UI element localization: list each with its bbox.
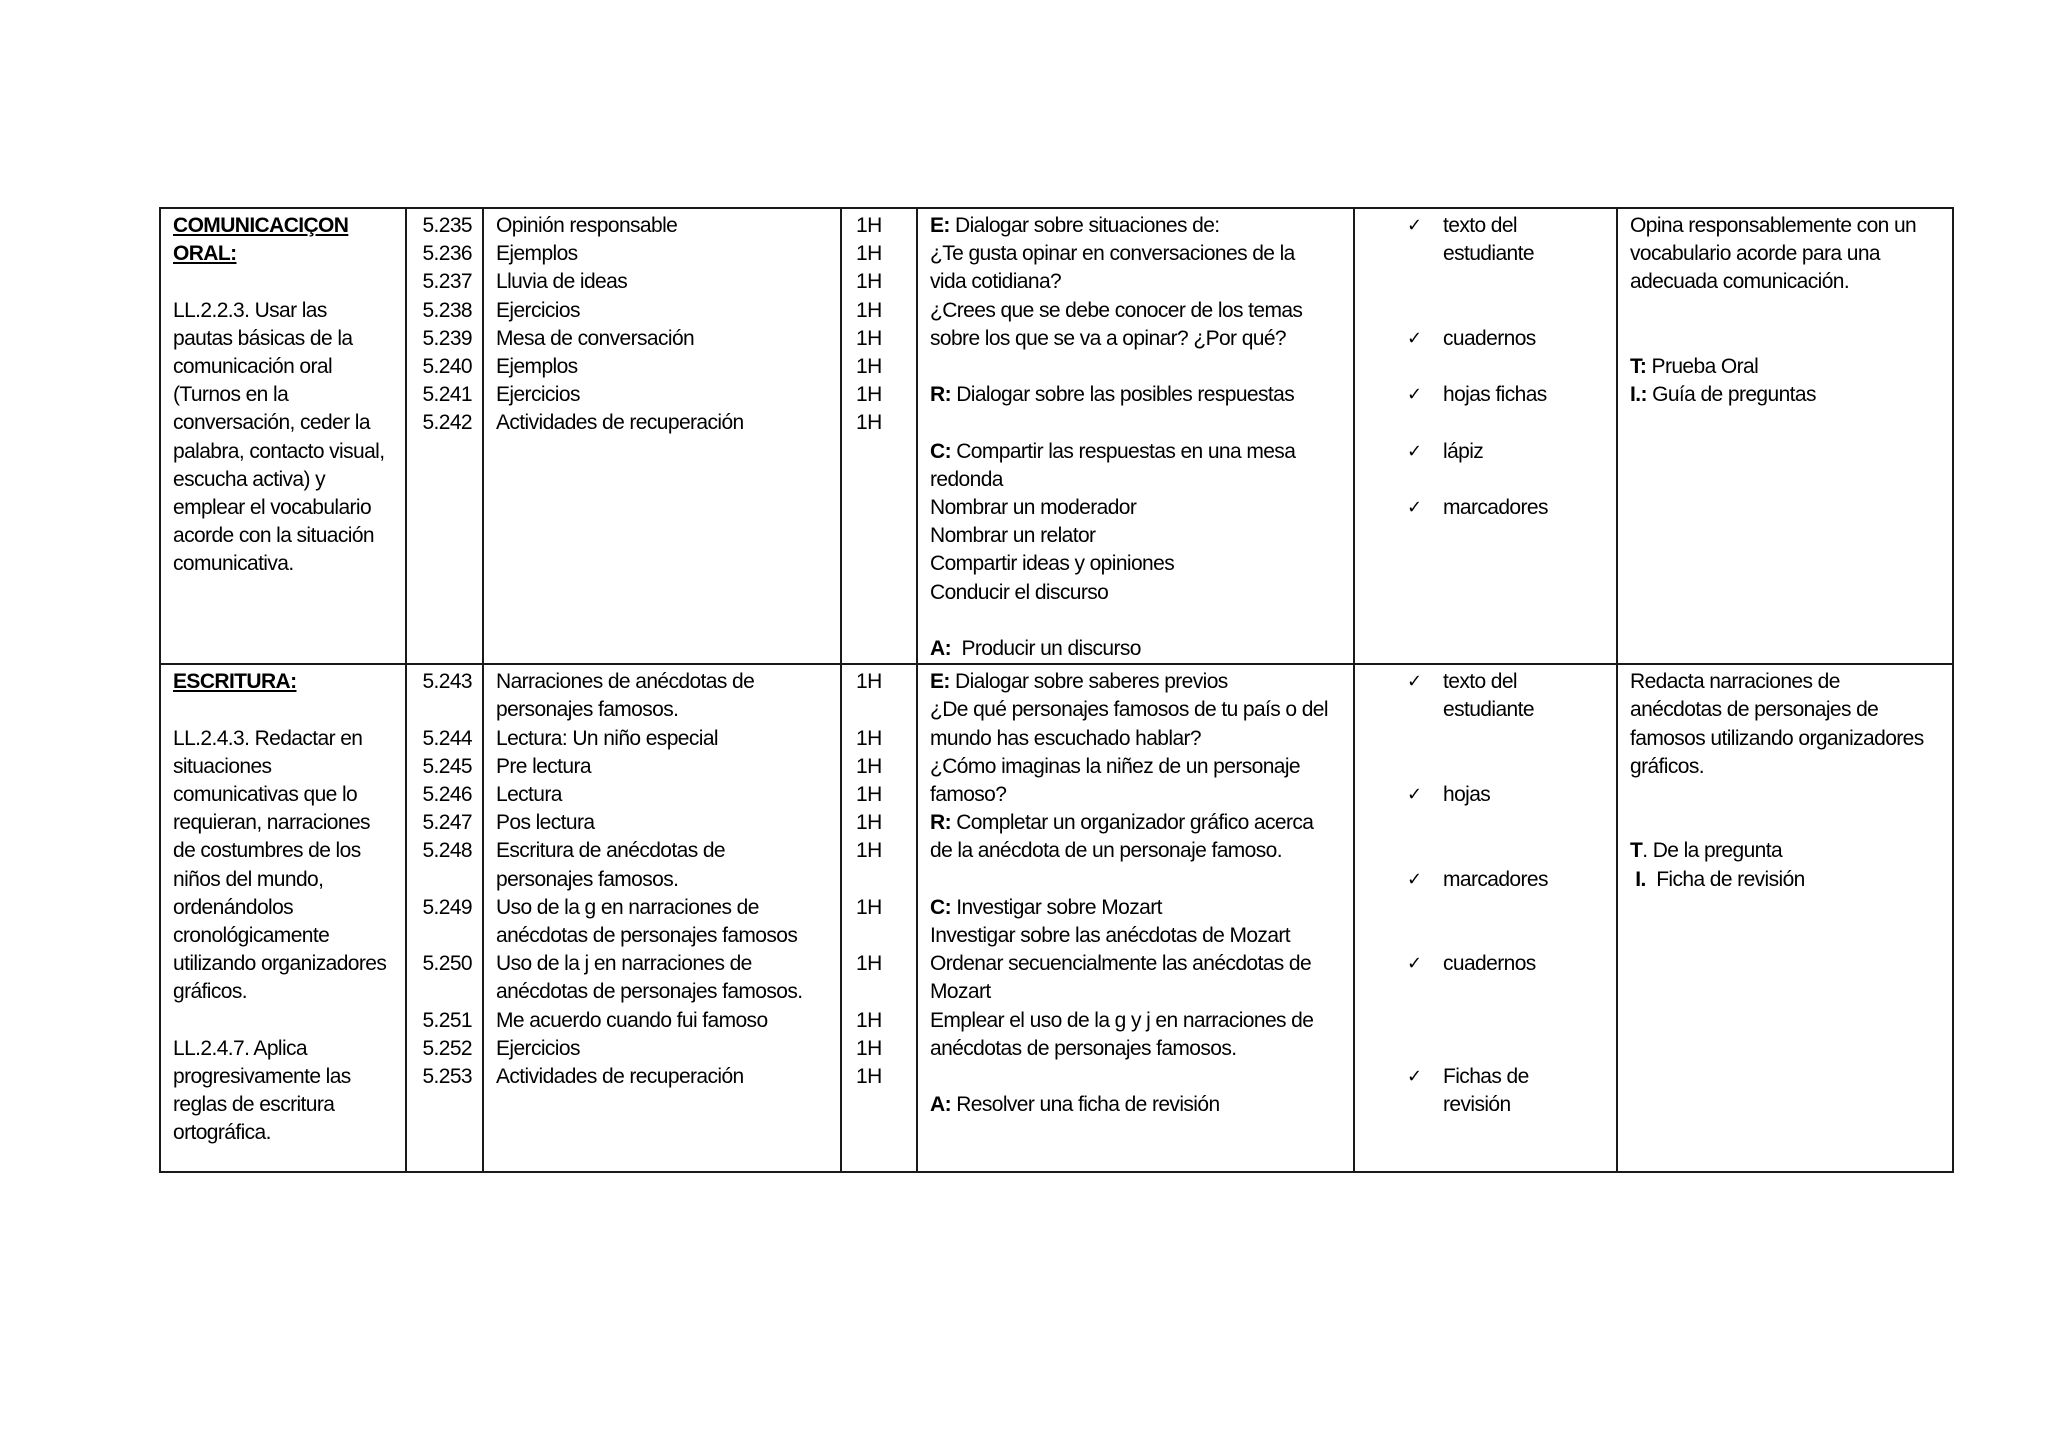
table-row [160,664,1953,1172]
activity-line-text: Compartir las respuestas en una mesa [950,439,1296,463]
resource-text-line: cuadernos [1443,952,1536,976]
planning-table [159,207,1954,1173]
activity-list [918,665,1353,1119]
activity-line [930,579,1343,607]
lesson-number: 5.246 [422,783,472,806]
resource-text-line: hojas [1443,782,1491,806]
resource-text-line: estudiante [1443,242,1534,266]
lesson-number: 5.248 [422,839,472,863]
evaluation-line-text: anécdotas de personajes de [1630,698,1879,722]
topic-item: Lectura [496,783,562,807]
activity-line [930,978,1343,1006]
time-value: 1H [856,895,882,919]
activity-line-text: mundo has escuchado hablar? [930,726,1202,750]
time-value: 1H [856,783,882,806]
resource-text [1443,668,1534,724]
criteria-text-line: emplear el vocabulario [173,496,372,520]
activity-line-text: Dialogar sobre saberes previos [949,670,1228,694]
resource-spacer [1355,922,1616,950]
topic-item: Ejemplos [496,355,578,379]
number-cell [406,664,483,1172]
criteria-text-line: acorde con la situación [173,524,374,548]
lesson-number [407,866,472,894]
topic-item: Lluvia de ideas [496,270,628,294]
resource-spacer [1355,409,1616,437]
activity-line-text: Conducir el discurso [930,580,1109,604]
activity-line [930,381,1343,409]
activity-line-label: A: [930,1093,951,1117]
time-value: 1H [856,1008,882,1032]
activity-line [930,607,1343,635]
checkmark-icon: ✓ [1407,327,1422,349]
lesson-number [407,922,472,950]
resource-text [1443,438,1483,466]
resource-item [1355,781,1616,809]
activity-line-text: ¿Cómo imaginas la niñez de un personaje [930,754,1300,778]
topic-item: Uso de la g en narraciones de [496,895,759,919]
time-value [856,922,916,950]
checkmark-icon: ✓ [1407,783,1422,805]
evaluation-line [1630,753,1942,781]
activity-line [930,212,1343,240]
time-cell [841,664,917,1172]
criteria-text-line: ordenándolos [173,895,294,919]
evaluation-line [1630,809,1942,837]
lesson-number: 5.235 [422,214,472,237]
time-list [842,665,916,1091]
topic-item: personajes famosos. [496,698,679,722]
checkmark-icon: ✓ [1407,1065,1422,1087]
evaluation-line [1630,240,1942,268]
activity-line [930,353,1343,381]
resource-text-line: Fichas de [1443,1064,1529,1088]
criteria-text-line: LL.2.4.3. Redactar en [173,726,363,750]
resource-text [1443,950,1536,978]
resource-text-line: texto del [1443,214,1517,237]
time-value: 1H [856,1064,882,1088]
criteria-heading: ORAL: [173,242,237,266]
activity-line [930,438,1343,466]
criteria-text-line: progresivamente las [173,1065,351,1089]
lesson-number: 5.253 [422,1064,472,1088]
resource-text [1443,212,1534,268]
criteria-text-line: escucha activa) y [173,467,326,491]
evaluation-line-text: gráficos. [1630,754,1704,778]
activity-line-text: vida cotidiana? [930,270,1062,294]
evaluation-cell [1617,208,1953,664]
resource-cell [1354,664,1617,1172]
evaluation-line-text: Redacta narraciones de [1630,670,1840,694]
number-cell [406,208,483,664]
activity-line [930,1035,1343,1063]
evaluation-line [1630,837,1942,865]
evaluation-line-text: adecuada comunicación. [1630,270,1850,294]
topic-item: Ejercicios [496,1036,580,1060]
resource-spacer [1355,725,1616,753]
evaluation-line [1630,381,1942,409]
checkmark-icon: ✓ [1407,215,1422,236]
resource-text-line: revisión [1443,1093,1511,1117]
lesson-number: 5.249 [422,895,472,919]
evaluation-line [1630,325,1942,353]
resource-item [1355,494,1616,522]
topic-list [484,665,840,1091]
activity-line-label: E: [930,214,950,237]
criteria-text-line: reglas de escritura [173,1093,335,1117]
criteria-text-line [173,696,395,724]
criteria-text-line: comunicación oral [173,355,333,378]
activity-line-text: Compartir ideas y opiniones [930,552,1175,576]
checkmark-icon: ✓ [1407,440,1422,462]
resource-spacer [1355,894,1616,922]
activity-line-text: famoso? [930,783,1007,807]
activity-line-text: anécdotas de personajes famosos. [930,1036,1237,1060]
lesson-number: 5.239 [422,326,472,350]
lesson-number: 5.238 [422,298,472,322]
time-value: 1H [856,298,882,322]
resource-spacer [1355,1035,1616,1063]
criteria-content [161,665,405,1147]
resource-text-line: hojas fichas [1443,383,1547,407]
resource-item [1355,381,1616,409]
activity-line [930,550,1343,578]
activity-line-label: R: [930,383,951,407]
activity-cell [917,208,1354,664]
checkmark-icon: ✓ [1407,384,1422,406]
evaluation-line [1630,725,1942,753]
activity-line [930,950,1343,978]
activity-line-label: R: [930,811,951,835]
lesson-number: 5.250 [422,952,472,976]
topic-cell [483,664,841,1172]
criteria-text-line: cronológicamente [173,924,330,948]
time-value: 1H [856,326,882,350]
activity-line-label: E: [930,670,950,694]
resource-spacer [1355,837,1616,865]
topic-item: Actividades de recuperación [496,1065,744,1089]
resource-text-line: marcadores [1443,867,1548,891]
activity-line [930,753,1343,781]
topic-item: Pos lectura [496,811,595,835]
resource-item [1355,1063,1616,1119]
resource-spacer [1355,268,1616,296]
topic-item: Ejercicios [496,383,580,407]
criteria-text-line: palabra, contacto visual, [173,439,385,463]
lesson-number: 5.243 [422,670,472,694]
criteria-text-line: gráficos. [173,980,247,1004]
evaluation-line [1630,781,1942,809]
time-value: 1H [856,754,882,778]
topic-item: personajes famosos. [496,867,679,891]
time-value: 1H [856,839,882,863]
topic-item: Escritura de anécdotas de [496,839,725,863]
evaluation-line [1630,866,1942,894]
topic-item: Mesa de conversación [496,326,695,350]
activity-line-label: A: [930,637,951,660]
activity-line-text: Completar un organizador gráfico acerca [950,811,1314,835]
activity-line [930,781,1343,809]
activity-line [930,268,1343,296]
time-value [856,866,916,894]
resource-spacer [1355,297,1616,325]
evaluation-line-text: Ficha de revisión [1645,867,1805,891]
evaluation-line [1630,297,1942,325]
resource-spacer [1355,353,1616,381]
checkmark-icon: ✓ [1407,671,1422,693]
lesson-number: 5.237 [422,270,472,294]
time-value [856,696,916,724]
activity-line [930,668,1343,696]
lesson-number [407,696,472,724]
evaluation-line-text: Guía de preguntas [1646,383,1816,407]
activity-line-text: Emplear el uso de la g y j en narraciones de [930,1008,1314,1032]
lesson-number: 5.240 [422,355,472,379]
activity-line [930,297,1343,325]
topic-item: Me acuerdo cuando fui famoso [496,1008,768,1032]
topic-item: anécdotas de personajes famosos. [496,980,803,1004]
resource-spacer [1355,978,1616,1006]
activity-list [918,209,1353,663]
evaluation-line-label: T: [1630,354,1647,378]
criteria-text-line: LL.2.2.3. Usar las [173,298,327,322]
activity-line-text: Mozart [930,980,991,1004]
activity-line [930,325,1343,353]
activity-line [930,635,1343,663]
evaluation-cell [1617,664,1953,1172]
activity-line [930,1007,1343,1035]
evaluation-list [1618,665,1952,894]
criteria-text-line: conversación, ceder la [173,411,370,435]
criteria-text-line: pautas básicas de la [173,326,353,350]
activity-line [930,1091,1343,1119]
time-value: 1H [856,383,882,407]
activity-line-text: ¿Te gusta opinar en conversaciones de la [930,242,1295,266]
resource-spacer [1355,753,1616,781]
evaluation-line [1630,268,1942,296]
activity-line-text: Nombrar un relator [930,524,1096,548]
resource-list [1355,665,1616,1119]
activity-line [930,922,1343,950]
activity-line [930,466,1343,494]
number-list [407,665,482,1091]
lesson-number [407,978,472,1006]
topic-item: Opinión responsable [496,214,678,237]
activity-line [930,409,1343,437]
criteria-text-line: ortográfica. [173,1121,271,1145]
resource-item [1355,668,1616,724]
activity-line [930,1063,1343,1091]
time-value [856,978,916,1006]
lesson-number: 5.241 [422,383,472,407]
criteria-text-line [173,1007,395,1035]
criteria-text-line: (Turnos en la [173,383,289,407]
evaluation-line-text: Opina responsablemente con un [1630,214,1917,237]
time-value: 1H [856,214,882,237]
checkmark-icon: ✓ [1407,953,1422,975]
criteria-text-line: LL.2.4.7. Aplica [173,1036,308,1060]
evaluation-line-label: T [1630,839,1643,863]
criteria-text-line: situaciones [173,754,272,778]
resource-text [1443,781,1490,809]
topic-item: Pre lectura [496,754,591,778]
lesson-number: 5.236 [422,242,472,266]
criteria-heading: COMUNICACIÇON [173,214,349,237]
criteria-content [161,209,405,579]
resource-text-line: texto del [1443,670,1517,694]
resource-text [1443,325,1536,353]
checkmark-icon: ✓ [1407,868,1422,890]
evaluation-line-text: vocabulario acorde para una [1630,242,1880,266]
resource-text-line: cuadernos [1443,326,1536,350]
resource-item [1355,325,1616,353]
resource-text [1443,381,1547,409]
topic-item: Ejemplos [496,242,578,266]
time-list [842,209,916,438]
activity-line [930,894,1343,922]
activity-line [930,696,1343,724]
activity-line [930,809,1343,837]
evaluation-line-label: I. [1630,867,1646,891]
topic-list [484,209,840,438]
evaluation-line [1630,668,1942,696]
criteria-text-line: comunicativas que lo [173,783,358,806]
resource-text [1443,1063,1529,1119]
resource-text [1443,866,1548,894]
resource-cell [1354,208,1617,664]
activity-line-text: de la anécdota de un personaje famoso. [930,839,1282,863]
resource-text [1443,494,1548,522]
number-list [407,209,482,438]
activity-line-label: C: [930,895,951,919]
criteria-cell [160,664,406,1172]
lesson-number: 5.244 [422,726,472,750]
criteria-cell [160,208,406,664]
evaluation-line [1630,696,1942,724]
activity-line [930,866,1343,894]
resource-list [1355,209,1616,522]
topic-item: Actividades de recuperación [496,411,744,435]
lesson-number: 5.252 [422,1036,472,1060]
evaluation-list [1618,209,1952,409]
resource-text-line: marcadores [1443,495,1548,519]
time-value: 1H [856,242,882,266]
activity-line [930,494,1343,522]
table-row [160,208,1953,664]
resource-spacer [1355,1007,1616,1035]
activity-line-text: Resolver una ficha de revisión [950,1093,1220,1117]
activity-cell [917,664,1354,1172]
resource-item [1355,866,1616,894]
topic-item: Ejercicios [496,298,580,322]
activity-line-text: Nombrar un moderador [930,496,1137,519]
evaluation-line [1630,212,1942,240]
topic-item: Uso de la j en narraciones de [496,952,752,976]
time-value: 1H [856,670,882,694]
time-value: 1H [856,270,882,294]
criteria-heading: ESCRITURA: [173,670,297,694]
activity-line [930,725,1343,753]
activity-line [930,240,1343,268]
activity-line-text: redonda [930,467,1003,491]
criteria-text-line: utilizando organizadores [173,952,387,976]
activity-line [930,522,1343,550]
topic-item: anécdotas de personajes famosos [496,924,798,948]
resource-item [1355,438,1616,466]
resource-item [1355,212,1616,268]
time-value: 1H [856,811,882,835]
criteria-text-line: niños del mundo, [173,867,324,891]
criteria-text-line [173,268,395,296]
activity-line-text: Investigar sobre las anécdotas de Mozart [930,924,1291,948]
evaluation-line [1630,353,1942,381]
activity-line-text: Dialogar sobre las posibles respuestas [950,383,1295,407]
activity-line-text: ¿De qué personajes famosos de tu país o del [930,698,1328,722]
evaluation-line-text: Prueba Oral [1646,354,1759,378]
activity-line-text: Ordenar secuencialmente las anécdotas de [930,952,1312,976]
time-cell [841,208,917,664]
time-value: 1H [856,355,882,379]
activity-line-text: Dialogar sobre situaciones de: [949,214,1220,237]
lesson-number: 5.251 [422,1008,472,1032]
resource-spacer [1355,466,1616,494]
activity-line-text: Investigar sobre Mozart [950,895,1162,919]
time-value: 1H [856,952,882,976]
lesson-number: 5.245 [422,754,472,778]
evaluation-line-text: famosos utilizando organizadores [1630,726,1924,750]
evaluation-line-text: . De la pregunta [1642,839,1783,863]
resource-text-line: estudiante [1443,698,1534,722]
activity-line-text: ¿Crees que se debe conocer de los temas [930,298,1303,322]
activity-line [930,837,1343,865]
topic-cell [483,208,841,664]
time-value: 1H [856,726,882,750]
activity-line-text: Producir un discurso [950,637,1141,660]
criteria-text-line: requieran, narraciones [173,811,370,835]
criteria-text-line: comunicativa. [173,552,294,576]
evaluation-line-label: I.: [1630,383,1647,407]
checkmark-icon: ✓ [1407,496,1422,518]
activity-line-text: sobre los que se va a opinar? ¿Por qué? [930,326,1287,350]
resource-text-line: lápiz [1443,439,1484,463]
resource-spacer [1355,809,1616,837]
activity-line-label: C: [930,439,951,463]
lesson-number: 5.242 [422,411,472,435]
time-value: 1H [856,1036,882,1060]
resource-item [1355,950,1616,978]
criteria-text-line: de costumbres de los [173,839,361,863]
topic-item: Narraciones de anécdotas de [496,670,755,694]
time-value: 1H [856,411,882,435]
topic-item: Lectura: Un niño especial [496,726,718,750]
lesson-number: 5.247 [422,811,472,835]
